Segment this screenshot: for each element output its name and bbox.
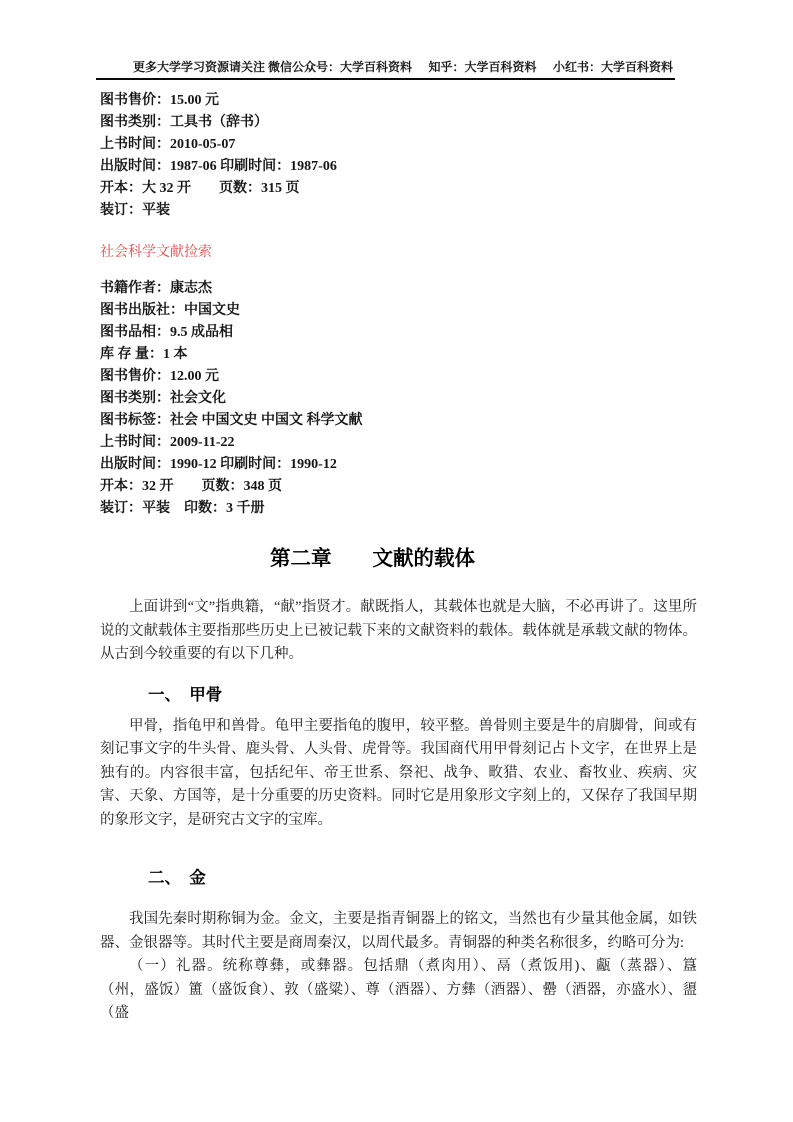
header-divider: [96, 78, 675, 80]
book-info-line: 书籍作者：康志杰: [100, 281, 212, 296]
book-info-line: 开本：32 开 页数：348 页: [100, 479, 282, 494]
book-info-line: 图书类别：社会文化: [100, 391, 226, 406]
content-area: [100, 88, 697, 1026]
book2-info-block: [100, 278, 697, 520]
page-header: [133, 58, 673, 75]
book1-info-block: [100, 90, 697, 222]
book-info-line: 出版时间：1987-06 印刷时间：1987-06: [100, 159, 337, 174]
chapter-intro-paragraph: 上面讲到“文”指典籍，“献”指贤才。献既指人，其载体也就是大脑，不必再讲了。这里所说的文献载体主要指那些历史上已被记载下来的文献资料的载体。载体就是承载文献的物体。从古到今较重要的有以下几种。: [100, 599, 697, 662]
book-info-line: 开本：大 32 开 页数：315 页: [100, 181, 300, 196]
book-info-line: 装订：平装: [100, 203, 170, 218]
body-paragraph-jin-2: （一）礼器。统称尊彝，或彝器。包括鼎（煮肉用）、鬲（煮饭用)、甗（蒸器）、簋（州，盛饭）簠（盛饭食）、敦（盛粱）、尊（酒器）、方彝（酒器）、罍（酒器，亦盛水）、盨（盛: [100, 958, 697, 1021]
chapter-title: 第二章 文献的载体: [270, 548, 475, 570]
book-title-link[interactable]: 社会科学文献捡索: [100, 245, 212, 260]
body-paragraph-jiagu: 甲骨，指龟甲和兽骨。龟甲主要指龟的腹甲，较平整。兽骨则主要是牛的肩脚骨，间或有刻记事文字的牛头骨、鹿头骨、人头骨、虎骨等。我国商代用甲骨刻记占卜文字，在世界上是独有的。内容很丰富，包括纪年、帝王世系、祭祀、战争、畋猎、农业、畜牧业、疾病、灾害、天象、方国等，是十分重要的历史资料。同时它是用象形文字刻上的，又保存了我国早期的象形文字，是研究古文字的宝库。: [100, 717, 697, 828]
header-zhihu-text: 知乎：大学百科资料: [428, 60, 537, 74]
header-xiaohongshu-text: 小红书：大学百科资料: [552, 60, 673, 74]
book-info-line: 图书标签：社会 中国文史 中国文 科学文献: [100, 413, 363, 428]
header-promo-text: 更多大学学习资源请关注 微信公众号：大学百科资料: [133, 60, 413, 74]
book-info-line: 上书时间：2010-05-07: [100, 137, 236, 152]
section-heading-jin: 二、 金: [148, 868, 206, 887]
section-heading-jiagu: 一、 甲骨: [148, 684, 223, 704]
book-info-line: 库 存 量：1 本: [100, 347, 188, 362]
book-info-line: 图书出版社：中国文史: [100, 303, 240, 318]
book-info-line: 出版时间：1990-12 印刷时间：1990-12: [100, 457, 337, 472]
book-info-line: 图书类别：工具书（辞书）: [100, 115, 268, 130]
book-info-line: 图书品相：9.5 成品相: [100, 325, 233, 340]
book-info-line: 图书售价：12.00 元: [100, 369, 219, 384]
book-info-line: 上书时间：2009-11-22: [100, 435, 235, 450]
book-info-line: 装订：平装 印数：3 千册: [100, 501, 265, 516]
body-paragraph-jin-1: 我国先秦时期称铜为金。金文，主要是指青铜器上的铭文，当然也有少量其他金属，如铁器、金银器等。其时代主要是商周秦汉，以周代最多。青铜器的种类名称很多，约略可分为:: [100, 911, 697, 951]
book-info-line: 图书售价：15.00 元: [100, 93, 219, 108]
